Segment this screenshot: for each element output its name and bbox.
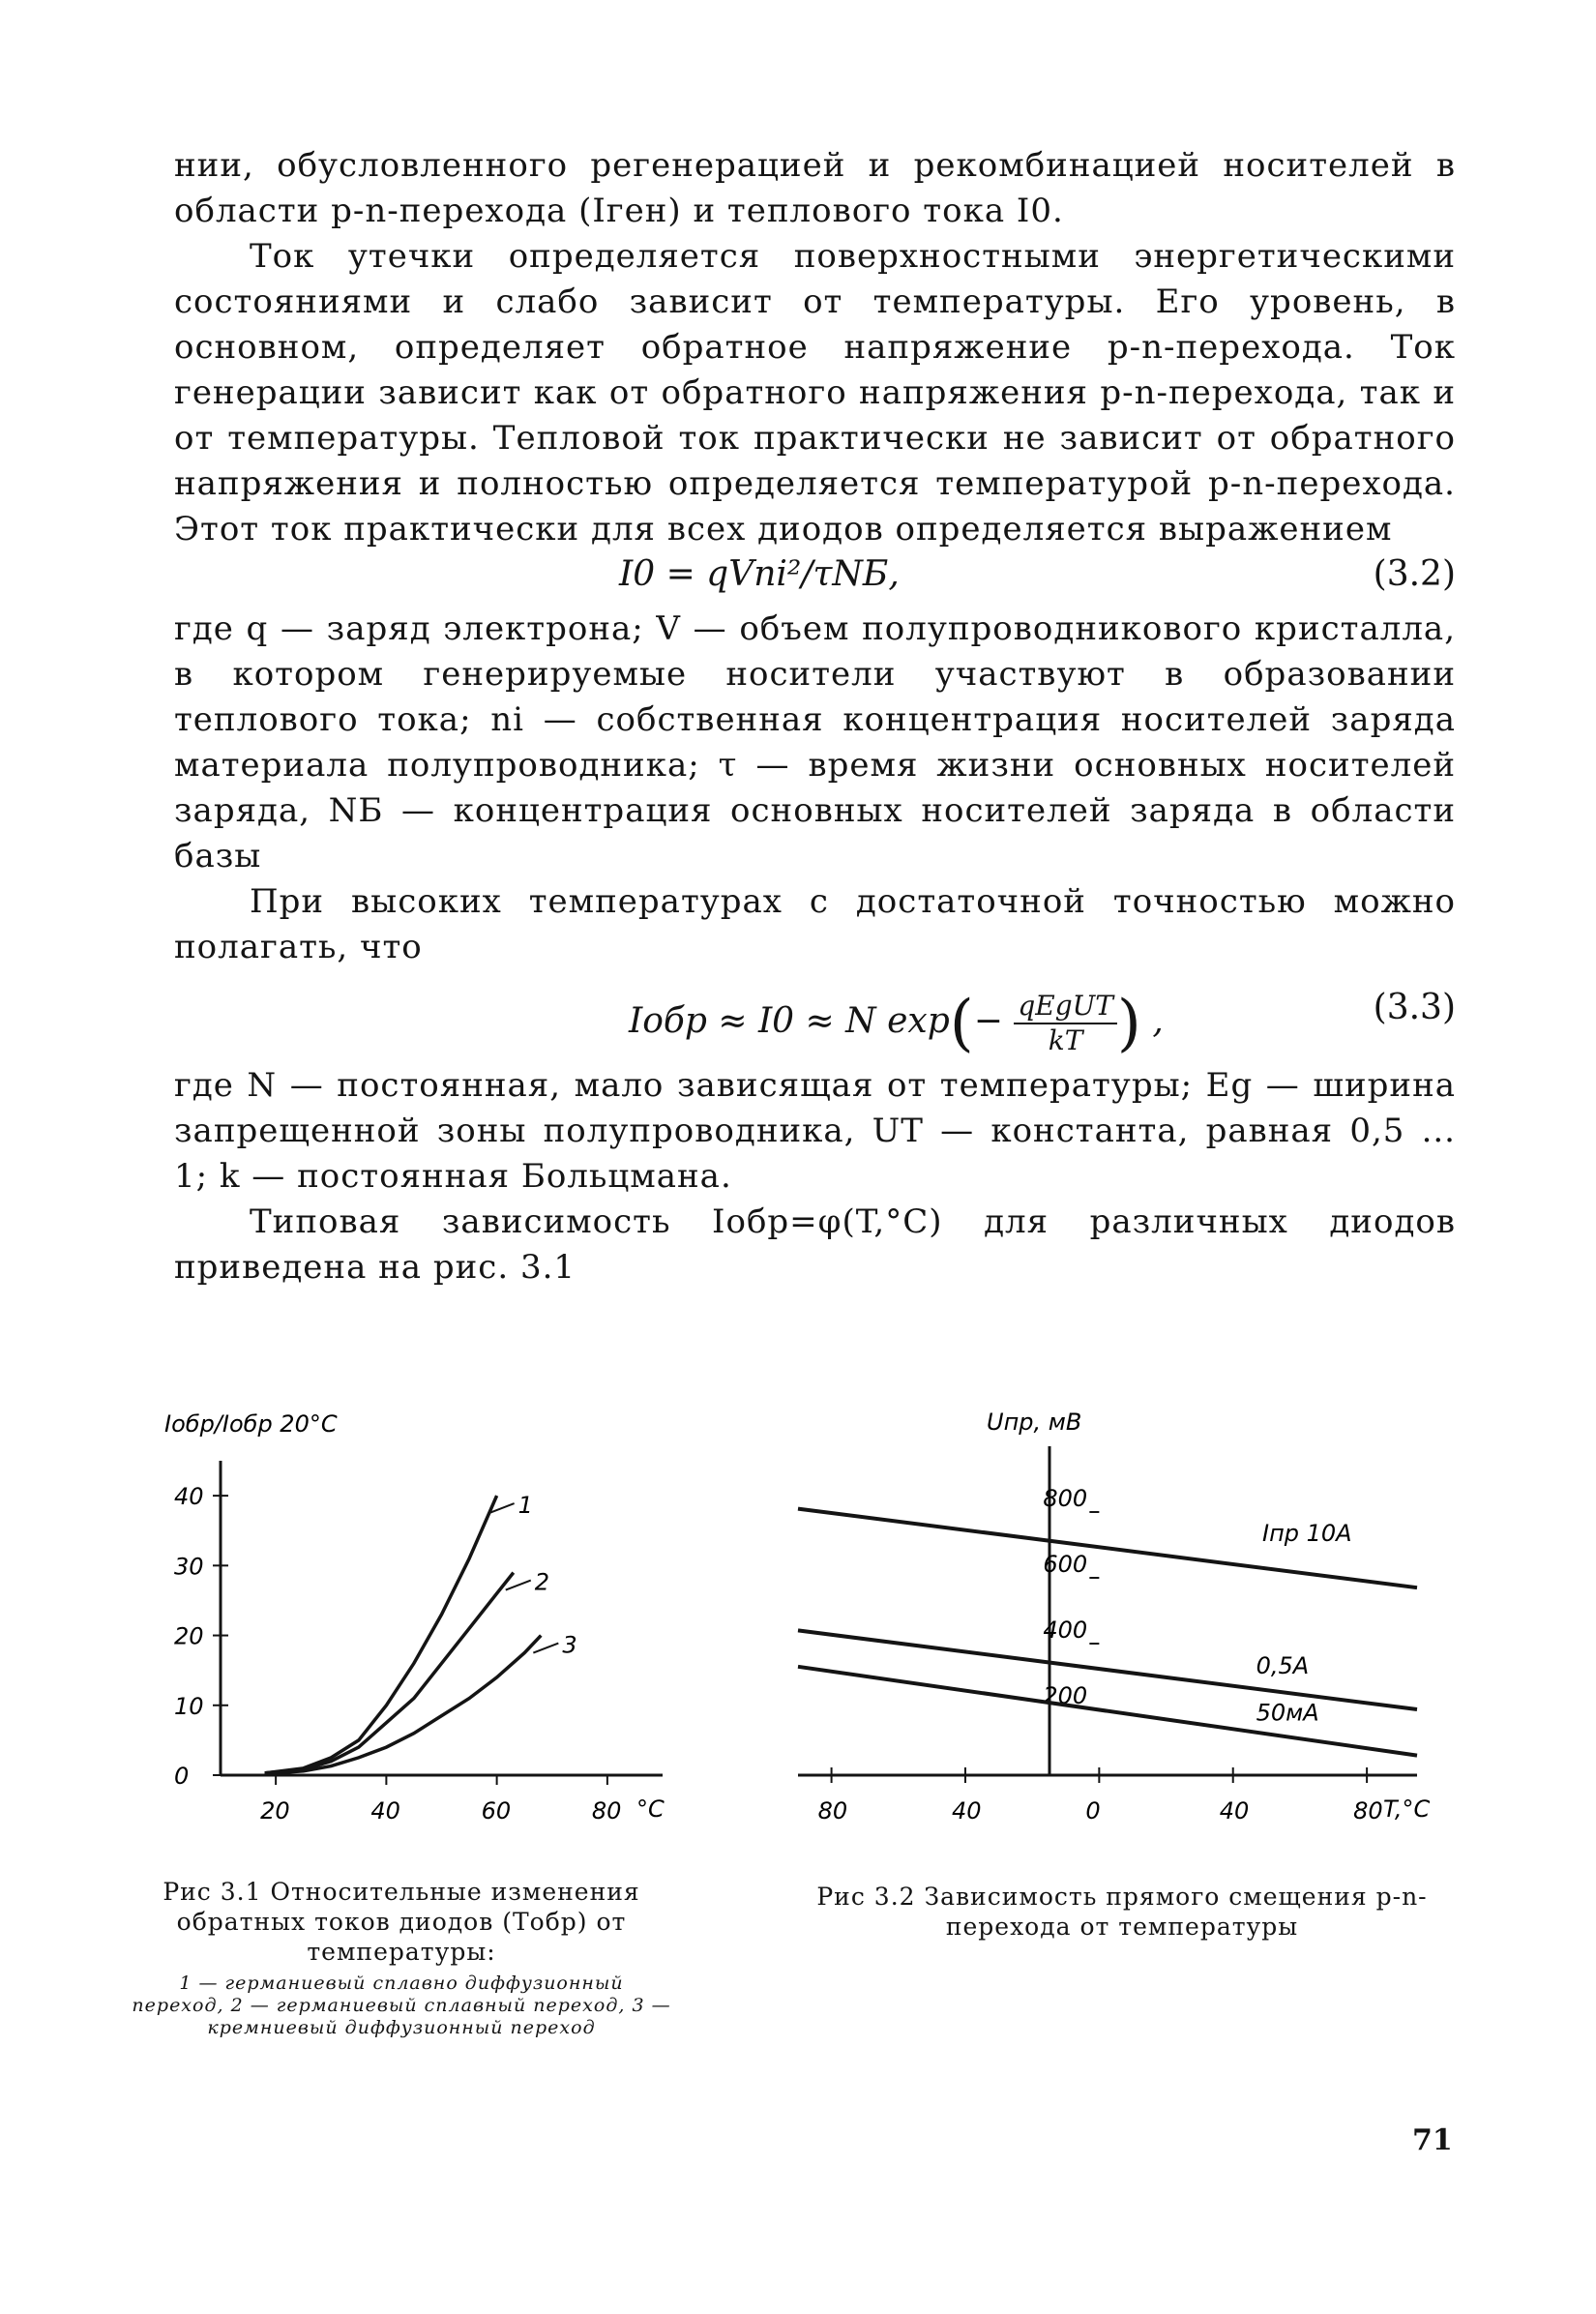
x-tick-label: 40 (370, 1797, 400, 1824)
series-line-2 (265, 1573, 514, 1773)
series-line (798, 1630, 1417, 1709)
x-tick-label: 0 (1085, 1797, 1101, 1824)
x-tick-label: 80 (817, 1797, 848, 1824)
body-text (174, 143, 1456, 1290)
series-label-3: 3 (562, 1631, 577, 1659)
series-label: 0,5А (1256, 1651, 1310, 1679)
fraction-numerator: qEgUT (1014, 990, 1117, 1024)
y-tick-label: 200 (1043, 1682, 1088, 1709)
paren-close: ) (1116, 988, 1141, 1059)
paragraph-1: нии, обусловленного регенерацией и рекомбинацией носителей в области p-n-перехода (Iген) и теплового тока I0. (174, 146, 1456, 230)
figure-3-2-caption-block (803, 1882, 1441, 1942)
paragraph-5: где N — постоянная, мало зависящая от температуры; Eg — ширина запрещенной зоны полупроводника, UT — константа, равная 0,5 ... 1; k — постоянная Больцмана. (174, 1066, 1456, 1196)
series-line-1 (265, 1496, 497, 1773)
x-tick-label: 40 (1219, 1797, 1250, 1824)
equation-3-2 (174, 552, 1456, 607)
series-leader-line (506, 1581, 531, 1590)
paren-open: ( (949, 988, 974, 1059)
figure-3-2 (783, 1403, 1441, 1838)
series-label-2: 2 (534, 1568, 550, 1596)
y-axis-label: Iобр/Iобр 20°C (164, 1410, 338, 1438)
page-number: 71 (1412, 2123, 1453, 2157)
fraction (1014, 990, 1117, 1057)
y-tick-label: 400 (1043, 1617, 1088, 1644)
paragraph-6: Типовая зависимость Iобр=φ(T,°C) для различных диодов приведена на рис. 3.1 (174, 1202, 1456, 1287)
equation-3-3 (174, 970, 1456, 1063)
equation-3-2-formula: I0 = qVni²/τNБ, (619, 554, 900, 594)
figure-3-1-chart (145, 1403, 687, 1838)
y-tick-label: 800 (1043, 1485, 1088, 1512)
equation-3-3-lhs: Iобр ≈ I0 ≈ N exp (629, 1001, 950, 1041)
figure-3-2-caption: Рис 3.2 Зависимость прямого смещения p-n-перехода от температуры (816, 1883, 1428, 1941)
y-tick-label: 20 (174, 1622, 204, 1650)
figure-3-1-legend: 1 — германиевый сплавно диффузионный переход, 2 — германиевый сплавный переход, 3 — кремниевый диффузионный переход (132, 1973, 671, 2038)
equation-3-2-number: (3.2) (1373, 554, 1456, 594)
x-tick-label: 20 (260, 1797, 290, 1824)
fraction-denominator: kT (1048, 1024, 1083, 1056)
figure-3-1-caption-block (131, 1877, 672, 2039)
equation-3-3-comma: , (1152, 1001, 1164, 1041)
series-leader-line (533, 1644, 558, 1653)
y-tick-label: 30 (174, 1553, 204, 1581)
equation-3-3-formula (629, 988, 1164, 1059)
x-tick-label: 80 (591, 1797, 622, 1824)
paragraph-2: Ток утечки определяется поверхностными энергетическими состояниями и слабо зависит от температуры. Его уровень, в основном, определяет обратное напряжение p-n-перехода. Ток генерации зависит как от обратного напряжения p-n-перехода, так и от температуры. Тепловой ток практически не зависит от обратного напряжения и полностью определяется температурой p-n-перехода. Этот ток практически для всех диодов определяется выражением (174, 237, 1456, 549)
equation-3-3-number: (3.3) (1373, 988, 1456, 1027)
y-axis-label: Uпр, мВ (987, 1409, 1082, 1436)
series-line-3 (265, 1636, 542, 1774)
y-tick-label: 600 (1043, 1551, 1088, 1578)
x-axis-label: T,°C (1383, 1795, 1431, 1823)
equation-3-3-minus: − (973, 1001, 1003, 1041)
paragraph-4: При высоких температурах с достаточной точностью можно полагать, что (174, 882, 1456, 966)
figure-3-1 (145, 1403, 687, 1838)
figure-3-2-chart (783, 1403, 1441, 1838)
series-label: 50мА (1256, 1699, 1319, 1727)
x-tick-label: 60 (481, 1797, 512, 1824)
x-tick-label: 40 (951, 1797, 982, 1824)
x-axis-label: °C (636, 1795, 665, 1823)
paragraph-3: где q — заряд электрона; V — объем полупроводникового кристалла, в котором генерируемые носители участвуют в образовании теплового тока; ni — собственная концентрация носителей заряда материала полупроводника; τ — время жизни основных носителей заряда, NБ — концентрация основных носителей заряда в области базы (174, 609, 1456, 875)
x-tick-label: 80 (1353, 1797, 1383, 1824)
figure-3-1-caption: Рис 3.1 Относительные изменения обратных токов диодов (Tобр) от температуры: (163, 1878, 640, 1966)
series-line (798, 1667, 1417, 1756)
series-label-1: 1 (517, 1492, 533, 1520)
series-label: Iпр 10А (1262, 1519, 1352, 1547)
y-tick-label: 0 (174, 1763, 190, 1790)
y-tick-label: 40 (174, 1483, 204, 1511)
y-tick-label: 10 (174, 1692, 204, 1720)
